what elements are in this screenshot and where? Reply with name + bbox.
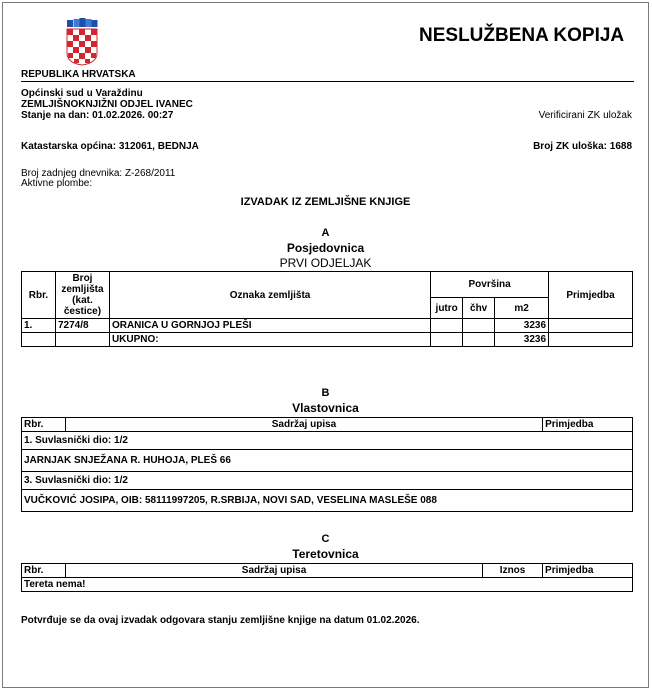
section-a-subtitle: PRVI ODJELJAK xyxy=(279,256,372,270)
row-m2: 3236 xyxy=(495,319,549,333)
col-jutro: jutro xyxy=(431,298,463,319)
total-broj xyxy=(55,333,109,347)
department-name: ZEMLJIŠNOKNJIŽNI ODJEL IVANEC xyxy=(21,99,193,110)
col-primjedba: Primjedba xyxy=(543,564,633,578)
col-broj-line2: zemljišta xyxy=(61,284,104,295)
verified-label: Verificirani ZK uložak xyxy=(538,110,632,121)
col-broj-zemljista xyxy=(55,272,109,319)
watermark-title: NESLUŽBENA KOPIJA xyxy=(419,25,625,46)
section-c-letter: C xyxy=(321,533,330,545)
coat-of-arms-icon xyxy=(65,18,99,66)
header-rule xyxy=(21,81,634,82)
owner-2: VUČKOVIĆ JOSIPA, OIB: 58111997205, R.SRBIJA, NOVI SAD, VESELINA MASLEŠE 088 xyxy=(22,490,633,512)
col-oznaka: Oznaka zemljišta xyxy=(109,272,430,319)
total-label: UKUPNO: xyxy=(109,333,430,347)
col-broj-line4: čestice) xyxy=(63,306,102,317)
col-rbr: Rbr. xyxy=(22,272,56,319)
share-1: 1. Suvlasnički dio: 1/2 xyxy=(22,432,633,450)
total-rbr xyxy=(22,333,56,347)
col-povrsina: Površina xyxy=(431,272,549,298)
section-b-name: Vlastovnica xyxy=(292,401,359,415)
total-m2: 3236 xyxy=(495,333,549,347)
owner-1: JARNJAK SNJEŽANA R. HUHOJA, PLEŠ 66 xyxy=(22,450,633,472)
document-page xyxy=(2,2,649,688)
col-broj-line3: (kat. xyxy=(72,295,93,306)
col-chv: čhv xyxy=(463,298,495,319)
active-seals: Aktivne plombe: xyxy=(21,178,93,189)
table-row xyxy=(22,578,633,592)
state-date: Stanje na dan: 01.02.2026. 00:27 xyxy=(21,110,174,121)
col-sadrzaj: Sadržaj upisa xyxy=(65,564,482,578)
col-sadrzaj: Sadržaj upisa xyxy=(65,418,542,432)
total-chv xyxy=(463,333,495,347)
owner-row xyxy=(22,490,633,512)
cadastral-municipality: Katastarska općina: 312061, BEDNJA xyxy=(21,141,199,152)
col-rbr: Rbr. xyxy=(22,564,66,578)
section-b-table xyxy=(21,417,633,512)
section-c-name: Teretovnica xyxy=(292,547,359,561)
confirmation-text: Potvrđuje se da ovaj izvadak odgovara stanju zemljišne knjige na datum 01.02.2026. xyxy=(21,615,420,626)
republic-name: REPUBLIKA HRVATSKA xyxy=(21,69,136,80)
total-jutro xyxy=(431,333,463,347)
col-primjedba: Primjedba xyxy=(549,272,633,319)
col-primjedba: Primjedba xyxy=(543,418,633,432)
section-a-name: Posjedovnica xyxy=(286,241,365,255)
total-primjedba xyxy=(549,333,633,347)
section-a-table xyxy=(21,271,633,347)
col-rbr: Rbr. xyxy=(22,418,66,432)
total-row xyxy=(22,333,633,347)
row-jutro xyxy=(431,319,463,333)
col-broj-line1: Broj xyxy=(72,273,93,284)
document-title: IZVADAK IZ ZEMLJIŠNE KNJIGE xyxy=(240,196,411,208)
section-c-table xyxy=(21,563,633,592)
col-m2: m2 xyxy=(495,298,549,319)
row-primjedba xyxy=(549,319,633,333)
last-diary-number: Broj zadnjeg dnevnika: Z-268/2011 xyxy=(21,168,176,179)
section-b-letter: B xyxy=(321,387,330,399)
share-row xyxy=(22,472,633,490)
table-row xyxy=(22,319,633,333)
zk-number: Broj ZK uloška: 1688 xyxy=(533,141,632,152)
row-broj: 7274/8 xyxy=(55,319,109,333)
row-chv xyxy=(463,319,495,333)
section-a-letter: A xyxy=(321,227,330,239)
row-rbr: 1. xyxy=(22,319,56,333)
share-2: 3. Suvlasnički dio: 1/2 xyxy=(22,472,633,490)
row-oznaka: ORANICA U GORNJOJ PLEŠI xyxy=(109,319,430,333)
court-name: Općinski sud u Varaždinu xyxy=(21,88,143,99)
share-row xyxy=(22,432,633,450)
col-iznos: Iznos xyxy=(483,564,543,578)
owner-row xyxy=(22,450,633,472)
no-encumbrance: Tereta nema! xyxy=(22,578,633,592)
